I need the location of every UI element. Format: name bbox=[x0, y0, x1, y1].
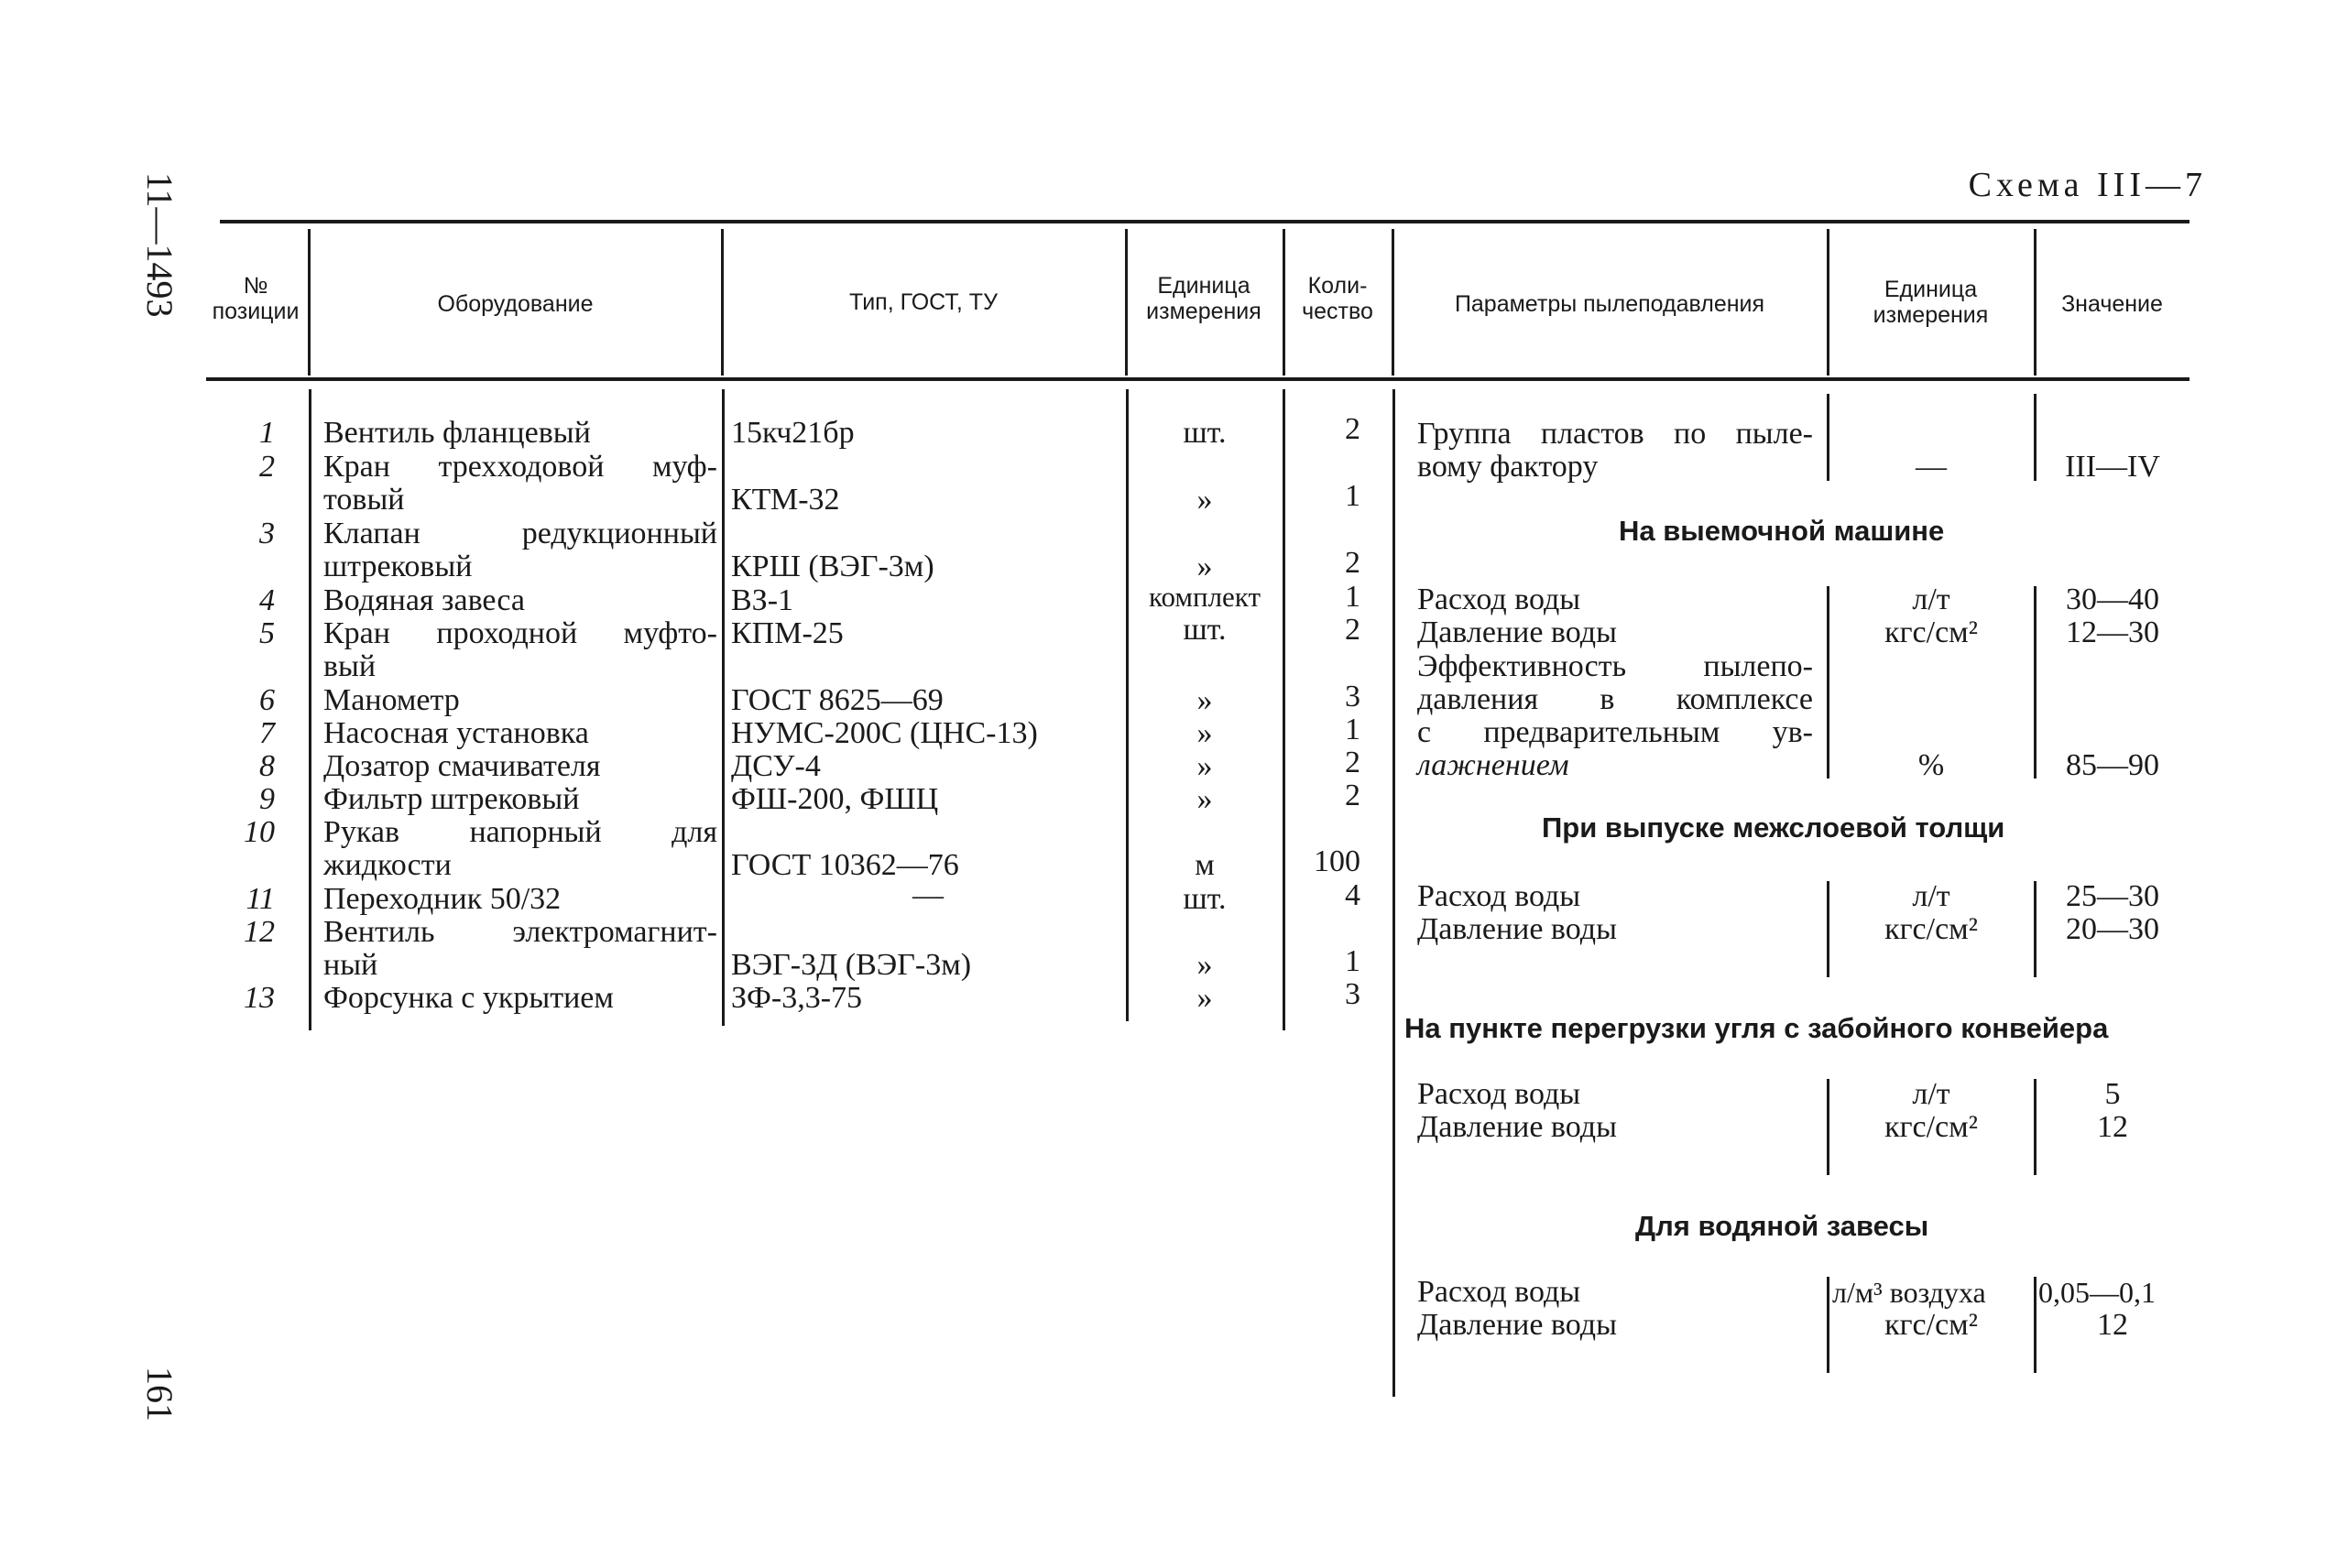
param-unit: л/т bbox=[1912, 879, 1950, 913]
equipment-qty: 2 bbox=[1345, 546, 1360, 580]
equipment-unit: » bbox=[1196, 683, 1213, 717]
equipment-qty: 4 bbox=[1345, 878, 1360, 912]
equipment-name: штрековый bbox=[323, 550, 473, 583]
param-value: 0,05—0,1 bbox=[2038, 1276, 2156, 1309]
param-name: лажнением bbox=[1417, 748, 1569, 782]
section-title: На выемочной машине bbox=[1619, 515, 1945, 547]
equipment-name: товый bbox=[323, 483, 405, 517]
row-number: 5 bbox=[259, 616, 275, 650]
param-value: 12—30 bbox=[2066, 615, 2159, 649]
param-name: вому фактору bbox=[1417, 450, 1599, 484]
section-title: Для водяной завесы bbox=[1635, 1210, 1929, 1242]
header-pos: № позиции bbox=[212, 273, 300, 324]
bracket-line bbox=[2034, 394, 2037, 481]
bracket-line bbox=[2034, 881, 2037, 977]
equipment-qty: 1 bbox=[1345, 580, 1360, 614]
equipment-name: вый bbox=[323, 649, 377, 683]
equipment-name: Насосная установка bbox=[323, 716, 589, 750]
equipment-name: Дозатор смачивателя bbox=[323, 749, 601, 783]
header-unit: Единица измерения bbox=[1146, 273, 1261, 324]
equipment-qty: 1 bbox=[1345, 479, 1360, 513]
section-title: На пункте перегрузки угля с забойного конвейера bbox=[1404, 1012, 2109, 1044]
header-equipment: Оборудование bbox=[437, 291, 594, 317]
param-unit: кгс/см² bbox=[1884, 1110, 1978, 1144]
param-unit: л/м³ воздуха bbox=[1832, 1276, 1986, 1309]
bracket-line bbox=[1827, 394, 1829, 481]
param-name: Давление воды bbox=[1417, 1110, 1617, 1144]
row-number: 10 bbox=[244, 815, 275, 849]
bracket-line bbox=[1827, 881, 1829, 977]
equipment-name: Форсунка с укрытием bbox=[323, 981, 614, 1015]
param-name: давления в комплексе bbox=[1417, 682, 1813, 716]
param-unit: % bbox=[1917, 748, 1945, 782]
bracket-line bbox=[2034, 1079, 2037, 1175]
scheme-title: Схема III—7 bbox=[1968, 166, 2207, 204]
equipment-qty: 2 bbox=[1345, 746, 1360, 779]
param-name: Давление воды bbox=[1417, 1308, 1617, 1342]
equipment-type: ВЗ-1 bbox=[731, 583, 794, 617]
row-number: 11 bbox=[246, 882, 275, 916]
param-name: Группа пластов по пыле- bbox=[1417, 417, 1813, 451]
equipment-name: Клапан редукционный bbox=[323, 517, 717, 550]
body-divider bbox=[722, 389, 725, 1026]
equipment-qty: 3 bbox=[1345, 680, 1360, 713]
row-number: 13 bbox=[244, 981, 275, 1015]
equipment-unit: шт. bbox=[1183, 416, 1227, 450]
param-name: Давление воды bbox=[1417, 912, 1617, 946]
bracket-line bbox=[2034, 1277, 2037, 1373]
section-title: При выпуске межслоевой толщи bbox=[1542, 811, 2005, 844]
equipment-type: КПМ-25 bbox=[731, 616, 844, 650]
param-value: 5 bbox=[2104, 1077, 2121, 1111]
param-name: Расход воды bbox=[1417, 879, 1581, 913]
equipment-qty: 2 bbox=[1345, 412, 1360, 446]
equipment-type: КРШ (ВЭГ-3м) bbox=[731, 550, 934, 583]
equipment-unit: м bbox=[1195, 848, 1215, 882]
equipment-name: жидкости bbox=[323, 848, 452, 882]
equipment-qty: 3 bbox=[1345, 977, 1360, 1011]
header-qty: Коли- чество bbox=[1302, 273, 1373, 324]
equipment-name: Манометр bbox=[323, 683, 460, 717]
bracket-line bbox=[1827, 1277, 1829, 1373]
row-number: 4 bbox=[259, 583, 275, 617]
param-unit: кгс/см² bbox=[1884, 615, 1978, 649]
equipment-unit: » bbox=[1196, 981, 1213, 1015]
param-name: Расход воды bbox=[1417, 583, 1581, 616]
equipment-qty: 1 bbox=[1345, 713, 1360, 746]
param-name: Расход воды bbox=[1417, 1275, 1581, 1309]
equipment-name: Переходник 50/32 bbox=[323, 882, 562, 916]
param-name: Эффективность пылепо- bbox=[1417, 649, 1813, 683]
row-number: 9 bbox=[259, 782, 275, 816]
equipment-unit: комплект bbox=[1148, 581, 1261, 613]
param-unit: л/т bbox=[1912, 583, 1950, 616]
equipment-type: ГОСТ 8625—69 bbox=[731, 683, 944, 717]
equipment-type: ДСУ-4 bbox=[731, 749, 821, 783]
equipment-name: ный bbox=[323, 948, 378, 982]
equipment-type: 15кч21бр bbox=[731, 416, 855, 450]
body-divider bbox=[309, 389, 311, 1030]
param-value: 25—30 bbox=[2066, 879, 2159, 913]
equipment-unit: » bbox=[1196, 550, 1213, 583]
bracket-line bbox=[2034, 586, 2037, 779]
equipment-type: ФШ-200, ФШЦ bbox=[731, 782, 939, 816]
param-name: с предварительным ув- bbox=[1417, 715, 1813, 749]
equipment-type: ЗФ-3,3-75 bbox=[731, 981, 863, 1015]
param-name: Расход воды bbox=[1417, 1077, 1581, 1111]
equipment-type: КТМ-32 bbox=[731, 483, 840, 517]
param-unit: кгс/см² bbox=[1884, 912, 1978, 946]
bracket-line bbox=[1827, 586, 1829, 779]
row-number: 3 bbox=[259, 517, 275, 550]
equipment-type: — bbox=[912, 878, 944, 912]
row-number: 1 bbox=[259, 416, 275, 450]
equipment-name: Кран проходной муфто- bbox=[323, 616, 717, 650]
param-unit: л/т bbox=[1912, 1077, 1950, 1111]
equipment-unit: » bbox=[1196, 716, 1213, 750]
header-value: Значение bbox=[2061, 291, 2163, 317]
row-number: 8 bbox=[259, 749, 275, 783]
param-value: 85—90 bbox=[2066, 748, 2159, 782]
param-value: 20—30 bbox=[2066, 912, 2159, 946]
param-name: Давление воды bbox=[1417, 615, 1617, 649]
param-unit: кгс/см² bbox=[1884, 1308, 1978, 1342]
equipment-name: Фильтр штрековый bbox=[323, 782, 580, 816]
top-rule bbox=[220, 220, 2189, 223]
param-unit: — bbox=[1916, 450, 1947, 484]
body-divider bbox=[1392, 389, 1395, 1397]
row-number: 7 bbox=[259, 716, 275, 750]
equipment-qty: 2 bbox=[1345, 613, 1360, 647]
equipment-qty: 2 bbox=[1345, 779, 1360, 812]
header-type: Тип, ГОСТ, ТУ bbox=[849, 289, 998, 315]
equipment-name: Вентиль электромагнит- bbox=[323, 915, 717, 949]
equipment-unit: шт. bbox=[1183, 882, 1227, 916]
equipment-unit: » bbox=[1196, 948, 1213, 982]
hdr-divider bbox=[308, 229, 311, 376]
equipment-unit: шт. bbox=[1183, 613, 1227, 647]
equipment-name: Вентиль фланцевый bbox=[323, 416, 591, 450]
param-value: 30—40 bbox=[2066, 583, 2159, 616]
param-value: 12 bbox=[2097, 1110, 2128, 1144]
row-number: 6 bbox=[259, 683, 275, 717]
header-params: Параметры пылеподавления bbox=[1454, 291, 1765, 317]
row-number: 2 bbox=[259, 450, 275, 484]
param-value: 12 bbox=[2097, 1308, 2128, 1342]
side-label: 11—1493 bbox=[139, 172, 180, 318]
equipment-type: ВЭГ-3Д (ВЭГ-3м) bbox=[731, 948, 972, 982]
row-number: 12 bbox=[244, 915, 275, 949]
equipment-type: ГОСТ 10362—76 bbox=[731, 848, 959, 882]
equipment-name: Кран трехходовой муф- bbox=[323, 450, 717, 484]
equipment-unit: » bbox=[1196, 749, 1213, 783]
equipment-unit: » bbox=[1196, 782, 1213, 816]
equipment-type: НУМС-200С (ЦНС-13) bbox=[731, 716, 1038, 750]
equipment-qty: 100 bbox=[1314, 844, 1360, 878]
bracket-line bbox=[1827, 1079, 1829, 1175]
equipment-name: Рукав напорный для bbox=[323, 815, 717, 849]
equipment-qty: 1 bbox=[1345, 944, 1360, 978]
page-number: 161 bbox=[139, 1367, 180, 1421]
header-rule bbox=[206, 377, 2189, 381]
header-unit2: Единица измерения bbox=[1873, 277, 1989, 328]
equipment-unit: » bbox=[1196, 483, 1213, 517]
equipment-name: Водяная завеса bbox=[323, 583, 525, 617]
param-value: III—IV bbox=[2065, 450, 2160, 484]
